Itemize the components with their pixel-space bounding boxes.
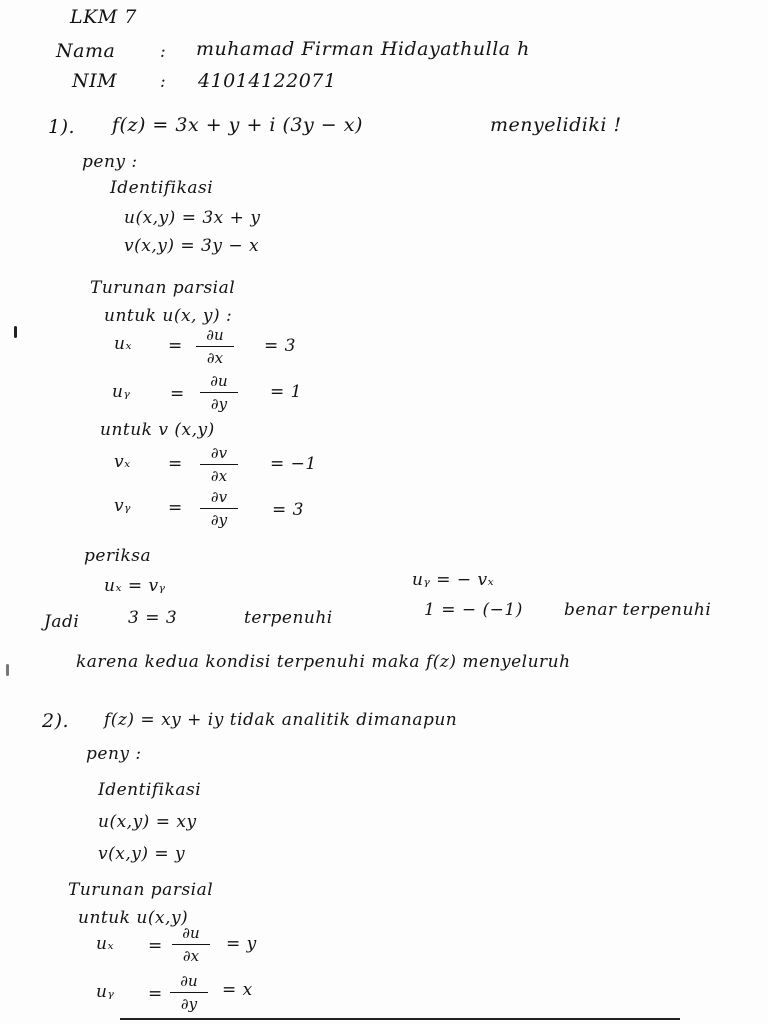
problem1-u-definition: u(x,y) = 3x + y [124, 208, 261, 228]
problem1-uy-result: = 1 [270, 382, 302, 402]
fraction-bar [200, 392, 238, 393]
problem1-peny: peny : [82, 152, 138, 172]
problem1-turunan-heading: Turunan parsial [90, 278, 236, 298]
fraction-bar [196, 346, 234, 347]
problem1-vx-lhs: vₓ [114, 452, 131, 472]
problem2-ux-fraction [172, 924, 210, 965]
margin-mark [14, 326, 17, 338]
fraction-numerator: ∂u [210, 372, 228, 390]
fraction-denominator: ∂x [206, 349, 224, 367]
fraction-bar [172, 944, 210, 945]
fraction-numerator: ∂u [180, 972, 198, 990]
problem1-vy-equals: = [168, 498, 183, 518]
problem1-jadi: Jadi [44, 612, 80, 632]
fraction-numerator: ∂v [210, 488, 228, 506]
problem1-identifikasi: Identifikasi [110, 178, 214, 198]
problem2-u-definition: u(x,y) = xy [98, 812, 197, 832]
name-label: Nama [56, 40, 116, 62]
problem1-vx-fraction [200, 444, 238, 485]
problem1-ux-equals: = [168, 336, 183, 356]
problem1-instruction: menyelidiki ! [490, 114, 622, 136]
problem1-vy-lhs: vᵧ [114, 496, 132, 516]
problem2-uy-equals: = [148, 984, 163, 1004]
fraction-denominator: ∂y [180, 995, 198, 1013]
fraction-denominator: ∂x [182, 947, 200, 965]
problem2-number: 2). [42, 710, 70, 732]
margin-mark [6, 664, 9, 676]
problem1-vx-equals: = [168, 454, 183, 474]
problem1-ux-lhs: uₓ [114, 334, 132, 354]
fraction-denominator: ∂y [210, 511, 228, 529]
worksheet-title: LKM 7 [70, 6, 137, 28]
problem2-uy-result: = x [222, 980, 253, 1000]
nim-value: 41014122071 [198, 70, 337, 92]
problem1-number: 1). [48, 116, 76, 138]
problem2-ux-equals: = [148, 936, 163, 956]
problem2-identifikasi: Identifikasi [98, 780, 202, 800]
fraction-numerator: ∂v [210, 444, 228, 462]
problem1-check2-bottom: 1 = − (−1) [424, 600, 523, 620]
problem1-statement: f(z) = 3x + y + i (3y − x) [112, 114, 363, 136]
name-value: muhamad Firman Hidayathulla h [196, 38, 530, 60]
problem2-turunan-heading: Turunan parsial [68, 880, 214, 900]
problem1-v-definition: v(x,y) = 3y − x [124, 236, 260, 256]
nim-separator: : [160, 72, 167, 92]
bottom-stroke [120, 1018, 680, 1020]
problem1-check2-note: benar terpenuhi [564, 600, 712, 620]
problem2-ux-result: = y [226, 934, 257, 954]
problem1-periksa: periksa [84, 546, 152, 566]
problem1-untuk-u: untuk u(x, y) : [104, 306, 233, 326]
problem2-v-definition: v(x,y) = y [98, 844, 186, 864]
fraction-numerator: ∂u [182, 924, 200, 942]
fraction-denominator: ∂x [210, 467, 228, 485]
fraction-bar [170, 992, 208, 993]
problem1-ux-result: = 3 [264, 336, 296, 356]
problem1-vy-fraction [200, 488, 238, 529]
problem2-uy-fraction [170, 972, 208, 1013]
fraction-denominator: ∂y [210, 395, 228, 413]
problem1-ux-fraction [196, 326, 234, 367]
name-separator: : [160, 42, 167, 62]
problem1-check2-top: uᵧ = − vₓ [412, 570, 495, 590]
problem1-uy-lhs: uᵧ [112, 382, 131, 402]
problem2-untuk-u: untuk u(x,y) [78, 908, 189, 928]
problem1-uy-fraction [200, 372, 238, 413]
problem2-uy-lhs: uᵧ [96, 982, 115, 1002]
fraction-bar [200, 508, 238, 509]
problem1-vx-result: = −1 [270, 454, 317, 474]
problem1-check1-bottom: 3 = 3 [128, 608, 178, 628]
fraction-bar [200, 464, 238, 465]
nim-label: NIM [72, 70, 118, 92]
problem2-peny: peny : [86, 744, 142, 764]
problem1-conclusion: karena kedua kondisi terpenuhi maka f(z) menyeluruh [76, 652, 571, 672]
problem1-check1-note: terpenuhi [244, 608, 333, 628]
problem1-uy-equals: = [170, 384, 185, 404]
fraction-numerator: ∂u [206, 326, 224, 344]
problem2-statement: f(z) = xy + iy tidak analitik dimanapun [104, 710, 458, 730]
problem1-untuk-v: untuk v (x,y) [100, 420, 215, 440]
problem1-vy-result: = 3 [272, 500, 304, 520]
problem1-check1-top: uₓ = vᵧ [104, 576, 166, 596]
problem2-ux-lhs: uₓ [96, 934, 114, 954]
